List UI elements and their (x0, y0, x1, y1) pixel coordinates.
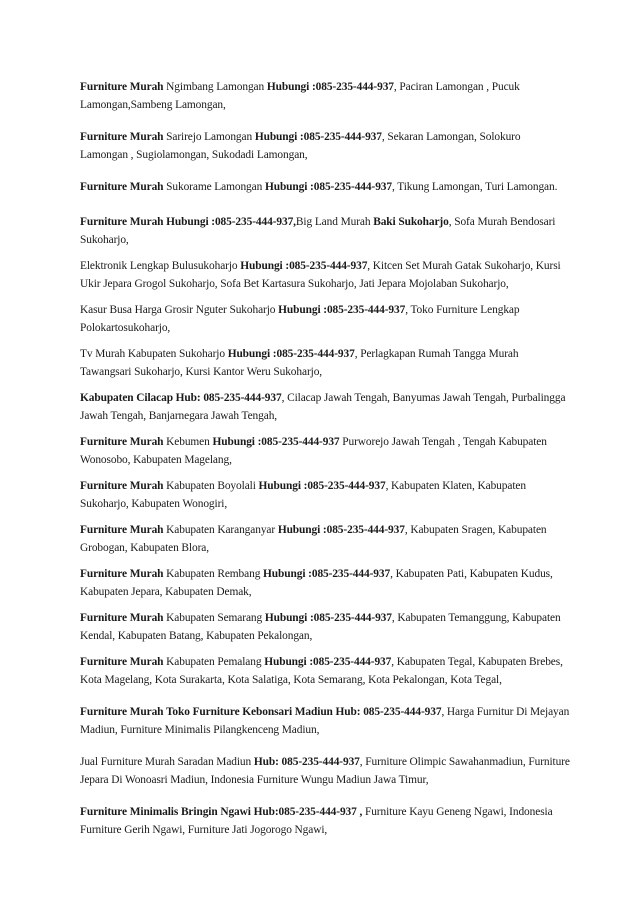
text-run: , Perlagkapan Rumah Tangga Murah Tawangsari Sukoharjo, Kursi Kantor Weru Sukoharjo, (80, 348, 519, 378)
text-run: Big Land Murah (295, 216, 374, 228)
text-run: , Sofa Murah Bendosari Sukoharjo, (80, 216, 556, 246)
text-run: Kabupaten Boyolali (163, 480, 259, 492)
text-run: Kabupaten Semarang (163, 612, 265, 624)
paragraph (80, 301, 570, 337)
paragraph (80, 178, 570, 196)
bold-text: Furniture Murah (80, 81, 164, 93)
bold-text: Furniture Murah (80, 480, 164, 492)
text-run: , Tikung Lamongan, Turi Lamongan. (391, 181, 558, 193)
paragraph (80, 703, 570, 739)
text-run: Furniture Kayu Geneng Ngawi, Indonesia Furniture Gerih Ngawi, Furniture Jati Jogorogo Ngawi, (80, 806, 553, 836)
text-run: , Cilacap Jawah Tengah, Banyumas Jawah Tengah, Purbalingga Jawah Tengah, Banjarnegara Jawah Tengah, (80, 392, 566, 422)
paragraph (80, 389, 570, 425)
document-body (80, 78, 570, 853)
bold-text: Furniture Murah Toko Furniture Kebonsari Madiun Hub: 085-235-444-937 (80, 706, 442, 718)
text-run: Purworejo Jawah Tengah , Tengah Kabupaten Wonosobo, Kabupaten Magelang, (80, 436, 547, 466)
paragraph (80, 803, 570, 839)
paragraph (80, 477, 570, 513)
paragraph (80, 753, 570, 789)
text-run: Kabupaten Pemalang (163, 656, 265, 668)
bold-text: Hubungi :085-235-444-937 (264, 612, 392, 624)
bold-text: Hubungi :085-235-444-937 (263, 568, 391, 580)
bold-text: Furniture Minimalis Bringin Ngawi Hub:085-235-444-937 , (80, 806, 363, 818)
text-run: , Harga Furnitur Di Mejayan Madiun, Furniture Minimalis Pilangkenceng Madiun, (80, 706, 570, 736)
bold-text: Furniture Murah (80, 181, 164, 193)
paragraph (80, 433, 570, 469)
text-run: , Furniture Olimpic Sawahanmadiun, Furniture Jepara Di Wonoasri Madiun, Indonesia Furniture Wungu Madiun Jawa Timur, (80, 756, 570, 786)
text-run: Kasur Busa Harga Grosir Nguter Sukoharjo (80, 304, 279, 316)
bold-text: Hubungi :085-235-444-937 (278, 304, 406, 316)
text-run: , Kabupaten Pati, Kabupaten Kudus, Kabupaten Jepara, Kabupaten Demak, (80, 568, 553, 598)
bold-text: Furniture Murah (80, 612, 164, 624)
bold-text: Furniture Murah (80, 656, 164, 668)
bold-text: Hubungi :085-235-444-937 (254, 131, 382, 143)
text-run: , Paciran Lamongan , Pucuk Lamongan,Sambeng Lamongan, (80, 81, 520, 111)
bold-text: Furniture Murah (80, 524, 164, 536)
bold-text: Hubungi :085-235-444-937 (258, 480, 386, 492)
paragraph (80, 213, 570, 249)
text-run: , Sekaran Lamongan, Solokuro Lamongan , Sugiolamongan, Sukodadi Lamongan, (80, 131, 521, 161)
bold-text: Furniture Murah (80, 436, 164, 448)
text-run: , Toko Furniture Lengkap Polokartosukoharjo, (80, 304, 520, 334)
bold-text: Kabupaten Cilacap Hub: 085-235-444-937 (80, 392, 282, 404)
paragraph (80, 565, 570, 601)
text-run: , Kabupaten Temanggung, Kabupaten Kendal, Kabupaten Batang, Kabupaten Pekalongan, (80, 612, 561, 642)
text-run: Tv Murah Kabupaten Sukoharjo (80, 348, 228, 360)
text-run: Elektronik Lengkap Bulusukoharjo (80, 260, 241, 272)
bold-text: Hubungi :085-235-444-937 (277, 524, 405, 536)
paragraph (80, 345, 570, 381)
text-run: Kebumen (163, 436, 213, 448)
text-run: Kabupaten Rembang (163, 568, 264, 580)
bold-text: Hubungi :085-235-444-937 (266, 81, 394, 93)
bold-text: Hubungi :085-235-444-937 (227, 348, 355, 360)
text-run: Sarirejo Lamongan (163, 131, 255, 143)
paragraph (80, 521, 570, 557)
paragraph (80, 128, 570, 164)
text-run: Jual Furniture Murah Saradan Madiun (80, 756, 254, 768)
text-run: , Kabupaten Klaten, Kabupaten Sukoharjo, Kabupaten Wonogiri, (80, 480, 526, 510)
bold-text: Hubungi :085-235-444-937 (264, 181, 392, 193)
text-run: Ngimbang Lamongan (163, 81, 267, 93)
paragraph (80, 78, 570, 114)
bold-text: Furniture Murah Hubungi :085-235-444-937, (80, 216, 296, 228)
text-run: , Kabupaten Tegal, Kabupaten Brebes, Kota Magelang, Kota Surakarta, Kota Salatiga, Kota Semarang, Kota Pekalongan, Kota Tegal, (80, 656, 563, 686)
text-run: Kabupaten Karanganyar (163, 524, 278, 536)
bold-text: Hub: 085-235-444-937 (253, 756, 360, 768)
text-run: , Kabupaten Sragen, Kabupaten Grobogan, Kabupaten Blora, (80, 524, 547, 554)
bold-text: Hubungi :085-235-444-937 (264, 656, 392, 668)
paragraph (80, 257, 570, 293)
bold-text: Furniture Murah (80, 568, 164, 580)
text-run: Sukorame Lamongan (163, 181, 265, 193)
bold-text: Hubungi :085-235-444-937 (240, 260, 368, 272)
bold-text: Hubungi :085-235-444-937 (212, 436, 340, 448)
paragraph (80, 609, 570, 645)
bold-text: Furniture Murah (80, 131, 164, 143)
paragraph (80, 653, 570, 689)
text-run: , Kitcen Set Murah Gatak Sukoharjo, Kursi Ukir Jepara Grogol Sukoharjo, Sofa Bet Kartasura Sukoharjo, Jati Jepara Mojolaban Sukoharjo, (80, 260, 561, 290)
bold-text: Baki Sukoharjo (373, 216, 449, 228)
